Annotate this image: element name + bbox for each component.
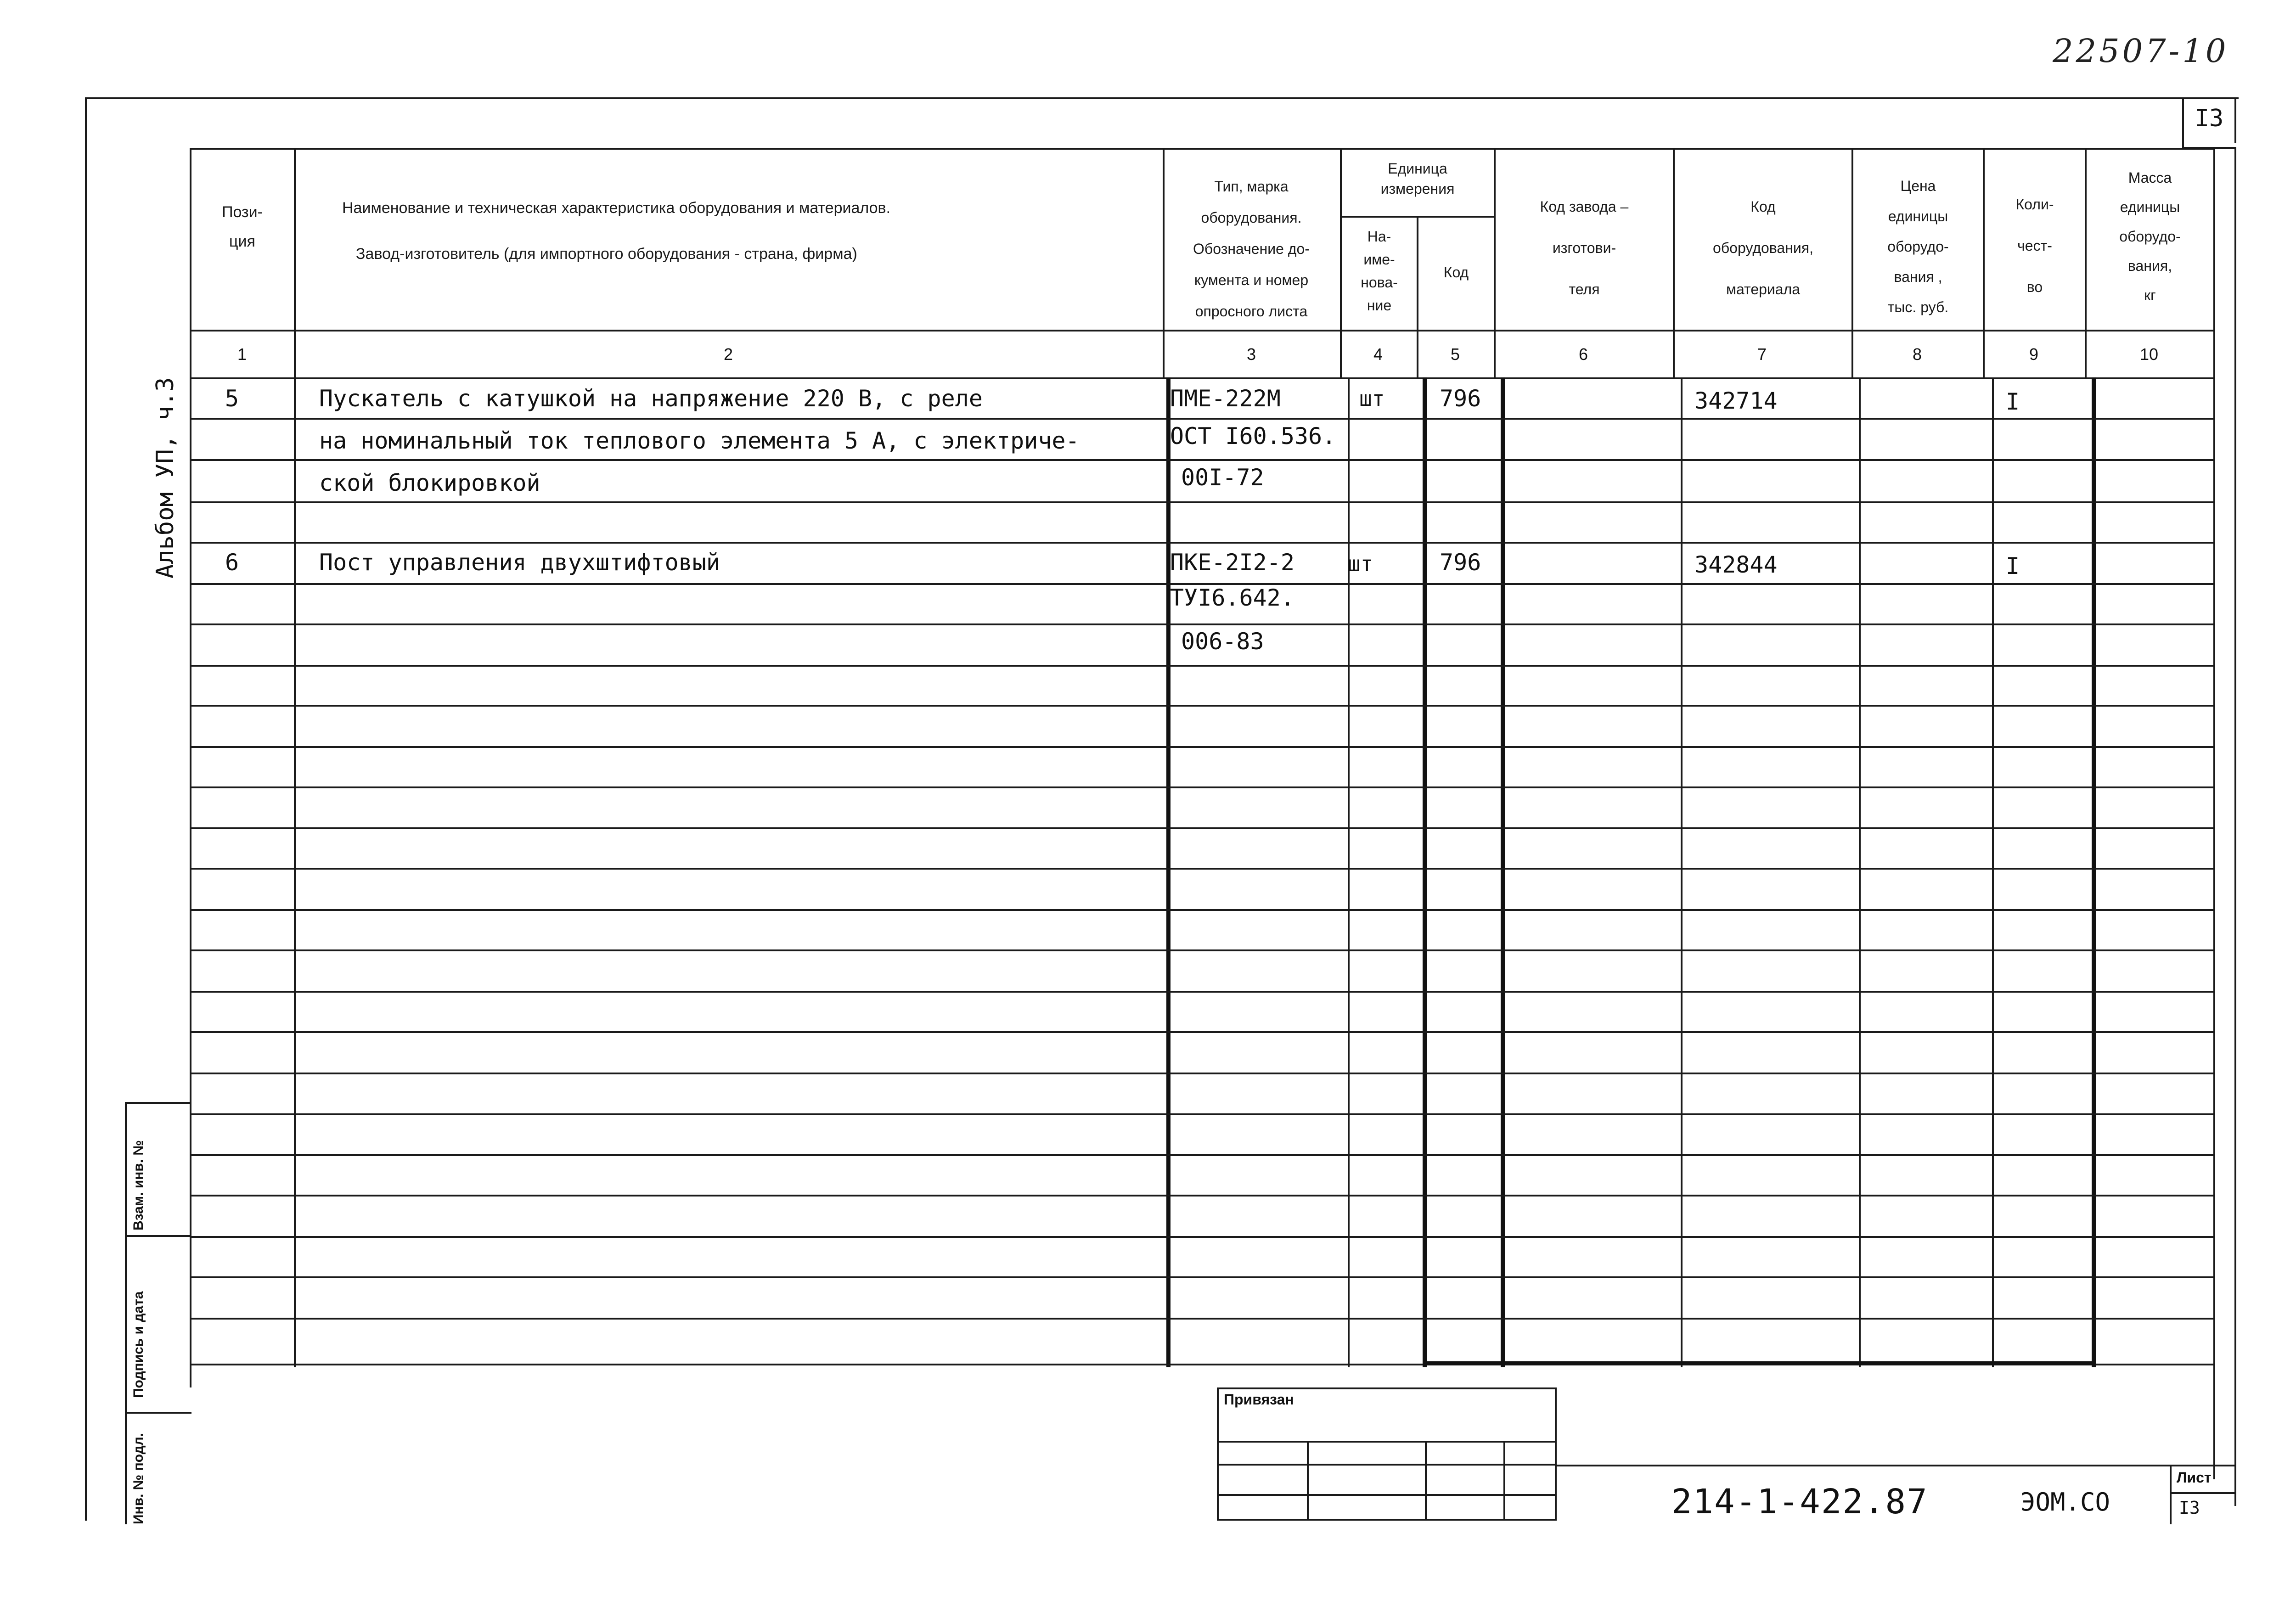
row5-type-line3: 00I-72	[1181, 464, 1264, 491]
row6-type-line1: ПКЕ-2I2-2	[1170, 549, 1294, 576]
privyazan-right	[1555, 1387, 1557, 1521]
table-row	[191, 991, 2213, 993]
row6-position: 6	[225, 549, 239, 576]
sheet-number-top: I3	[2195, 105, 2224, 132]
row6-equipment-code: 342844	[1694, 551, 1778, 578]
body-div-6	[1681, 377, 1683, 1367]
body-div-5a	[1494, 330, 1496, 377]
row5-equipment-code: 342714	[1694, 388, 1778, 414]
body-div-3a	[1340, 330, 1342, 377]
hdr-col1: Пози- ция	[222, 203, 263, 250]
row5-name-line1: Пускатель с катушкой на напряжение 220 В, с реле	[319, 385, 983, 412]
table-row	[191, 949, 2213, 951]
column-number-1: 1	[237, 345, 247, 364]
row5-type-line2: ОСТ I60.536.	[1170, 423, 1336, 449]
row6-name-line1: Пост управления двухштифтовый	[319, 549, 720, 576]
body-div-4	[1423, 377, 1427, 1367]
table-row	[191, 827, 2213, 829]
column-number-2: 2	[723, 345, 733, 364]
privyazan-row-3	[1217, 1494, 1557, 1496]
hdr-div-1	[294, 148, 296, 331]
title-block-top	[1555, 1465, 2234, 1466]
frame-right	[2213, 148, 2215, 1479]
table-row	[191, 868, 2213, 870]
body-div-8	[1992, 377, 1994, 1367]
privyazan-left	[1217, 1387, 1219, 1521]
row5-position: 5	[225, 385, 239, 412]
row5-quantity: I	[2006, 388, 2020, 415]
row5-name-line3: ской блокировкой	[319, 470, 540, 496]
column-number-9: 9	[2029, 345, 2039, 364]
list-box-left	[2170, 1465, 2172, 1524]
privyazan-col-1	[1307, 1441, 1309, 1520]
hdr-col6: Код завода – изготови- теля	[1540, 198, 1629, 298]
body-div-9a	[2085, 330, 2087, 377]
col-num-bottom	[191, 377, 2213, 379]
table-row	[191, 459, 2213, 461]
table-row	[191, 1073, 2213, 1074]
table-row	[191, 1195, 2213, 1196]
table-row	[191, 1113, 2213, 1115]
body-div-6a	[1673, 330, 1675, 377]
table-row	[191, 1276, 2213, 1278]
stamp-podpis-data: Подпись и дата	[131, 1291, 146, 1398]
hdr-col5: Код	[1443, 264, 1469, 281]
table-row	[191, 705, 2213, 707]
column-number-10: 10	[2139, 345, 2159, 364]
column-number-7: 7	[1757, 345, 1767, 364]
doc-mark: ЭОМ.СО	[2020, 1488, 2110, 1517]
list-label: Лист	[2177, 1469, 2212, 1486]
album-side-label: Альбом УП, ч.3	[152, 377, 179, 579]
hdr-col3: Тип, марка оборудования. Обозначение до- кумента и номер опросного листа	[1193, 178, 1310, 320]
hdr-col8: Цена единицы оборудо- вания , тыс. руб.	[1887, 178, 1949, 315]
row5-unit-name: шт	[1359, 386, 1385, 411]
hdr-col9: Коли- чест- во	[2015, 196, 2054, 295]
frame-right-top	[2234, 97, 2236, 143]
privyazan-col-3	[1503, 1441, 1505, 1520]
stamp-div-1	[125, 1235, 191, 1237]
body-div-7a	[1851, 330, 1853, 377]
table-row	[191, 1154, 2213, 1156]
table-top	[191, 148, 2213, 150]
table-row	[191, 665, 2213, 667]
row6-unit-code: 796	[1440, 549, 1481, 576]
hdr-col4: На- име- нова- ние	[1361, 228, 1398, 314]
body-div-1	[294, 330, 296, 1367]
body-div-3	[1348, 377, 1350, 1367]
privyazan-top	[1217, 1387, 1557, 1389]
table-row	[191, 786, 2213, 788]
row5-type-line1: ПМЕ-222М	[1170, 385, 1281, 412]
hdr-col2-line1: Наименование и техническая характеристика оборудования и материалов.	[342, 199, 891, 217]
hdr-bottom	[191, 330, 2213, 331]
privyazan-row-2	[1217, 1464, 1557, 1466]
column-number-6: 6	[1578, 345, 1588, 364]
body-div-5	[1501, 377, 1505, 1367]
body-div-4a	[1417, 330, 1418, 377]
privyazan-col-2	[1425, 1441, 1427, 1520]
column-number-5: 5	[1450, 345, 1460, 364]
row5-name-line2: на номинальный ток теплового элемента 5 А, с электриче-	[319, 427, 1080, 454]
table-row	[191, 623, 2213, 625]
table-bottom-thick	[1423, 1361, 2096, 1365]
row6-type-line2: ТУI6.642.	[1170, 584, 1294, 611]
table-row	[191, 1031, 2213, 1033]
body-div-2a	[1163, 330, 1165, 377]
body-div-7	[1859, 377, 1861, 1367]
row6-unit-name: шт	[1348, 551, 1373, 576]
frame-right-outer	[2234, 147, 2236, 1506]
privyazan-bottom	[1217, 1519, 1557, 1521]
privyazan-label: Привязан	[1224, 1391, 1294, 1408]
table-row	[191, 542, 2213, 544]
stamp-top	[125, 1102, 191, 1104]
row5-unit-code: 796	[1440, 385, 1481, 412]
table-row	[191, 501, 2213, 503]
doc-code: 214-1-422.87	[1671, 1482, 1928, 1522]
table-row	[191, 1318, 2213, 1320]
hdr-div-2	[1163, 148, 1165, 331]
frame-left	[85, 97, 87, 1521]
body-div-9	[2092, 377, 2096, 1367]
body-div-2	[1166, 377, 1171, 1367]
table-row	[191, 746, 2213, 748]
hdr-unit-group: Единица измерения	[1380, 160, 1455, 197]
unit-group-split	[1340, 216, 1495, 218]
column-number-4: 4	[1373, 345, 1383, 364]
frame-top	[85, 97, 2239, 99]
row6-type-line3: 006-83	[1181, 628, 1264, 655]
column-number-3: 3	[1246, 345, 1256, 364]
stamp-inner-line	[125, 1102, 127, 1524]
table-row	[191, 909, 2213, 911]
row6-quantity: I	[2006, 553, 2020, 579]
handwritten-doc-number: 22507-10	[2053, 32, 2229, 70]
hdr-col7: Код оборудования, материала	[1713, 198, 1813, 298]
table-left	[190, 148, 191, 1387]
table-row	[191, 1236, 2213, 1238]
list-number: I3	[2179, 1498, 2200, 1518]
body-div-8a	[1983, 330, 1985, 377]
privyazan-row-1	[1217, 1441, 1557, 1443]
table-row	[191, 418, 2213, 420]
list-box-mid	[2170, 1492, 2236, 1494]
stamp-vzam-inv: Взам. инв. №	[131, 1140, 146, 1230]
column-number-8: 8	[1912, 345, 1922, 364]
stamp-div-2	[125, 1412, 191, 1414]
stamp-inv-podl: Инв. № подл.	[131, 1432, 146, 1524]
hdr-col2-line2: Завод-изготовитель (для импортного оборудования - страна, фирма)	[356, 245, 857, 263]
hdr-col10: Масса единицы оборудо- вания, кг	[2119, 169, 2181, 303]
